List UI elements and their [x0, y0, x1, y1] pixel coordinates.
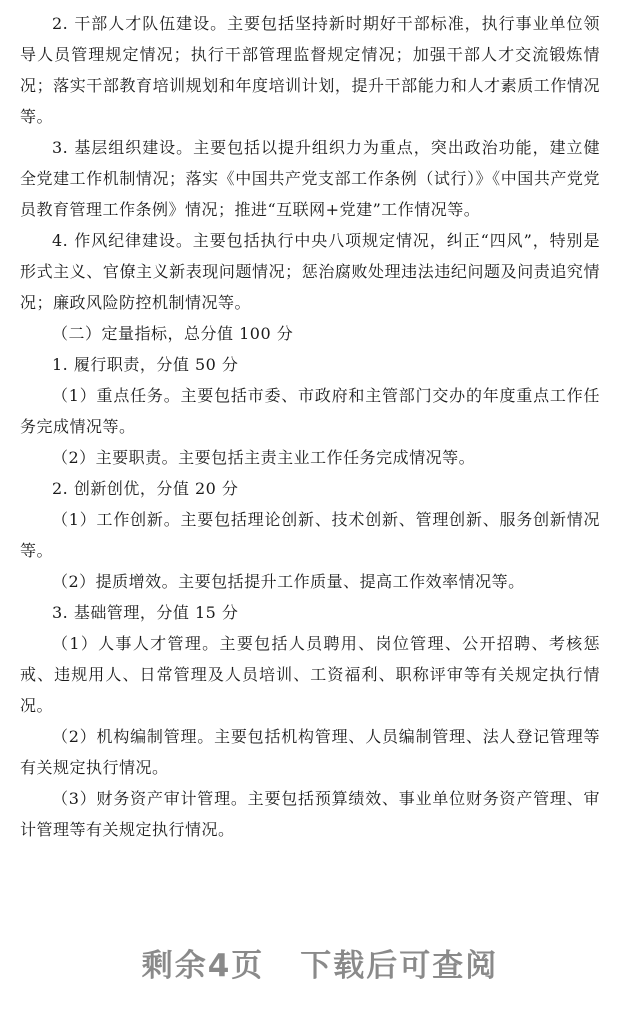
remaining-pages-label[interactable]: 剩余4页	[141, 948, 265, 984]
download-prompt[interactable]	[0, 940, 640, 985]
download-to-view-link[interactable]: 下载后可查阅	[300, 948, 499, 984]
heading-basic-management: 3. 基础管理，分值 15 分	[52, 603, 239, 622]
paragraph-organization: （2）机构编制管理。主要包括机构管理、人员编制管理、法人登记管理等有关规定执行情况。	[20, 727, 600, 777]
paragraph-key-tasks: （1）重点任务。主要包括市委、市政府和主管部门交办的年度重点工作任务完成情况等。	[20, 386, 600, 436]
paragraph-work-innovation: （1）工作创新。主要包括理论创新、技术创新、管理创新、服务创新情况等。	[20, 510, 600, 560]
paragraph-grassroots-org: 3. 基层组织建设。主要包括以提升组织力为重点，突出政治功能，建立健全党建工作机制情况；落实《中国共产党支部工作条例（试行）》《中国共产党党员教育管理工作条例》情况；推进“互联网+党建”工作情况等。	[20, 138, 600, 219]
paragraph-work-style: 4. 作风纪律建设。主要包括执行中央八项规定情况，纠正“四风”，特别是形式主义、官僚主义新表现问题情况；惩治腐败处理违法违纪问题及问责追究情况；廉政风险防控机制情况等。	[20, 231, 600, 312]
heading-innovation: 2. 创新创优，分值 20 分	[52, 479, 239, 498]
heading-quantitative: （二）定量指标，总分值 100 分	[52, 324, 294, 343]
paragraph-main-duties: （2）主要职责。主要包括主责主业工作任务完成情况等。	[52, 448, 476, 467]
paragraph-finance-audit: （3）财务资产审计管理。主要包括预算绩效、事业单位财务资产管理、审计管理等有关规定执行情况。	[20, 789, 600, 839]
paragraph-personnel: （1）人事人才管理。主要包括人员聘用、岗位管理、公开招聘、考核惩戒、违规用人、日常管理及人员培训、工资福利、职称评审等有关规定执行情况。	[20, 634, 600, 715]
document-body	[20, 8, 600, 845]
paragraph-cadre-talent: 2. 干部人才队伍建设。主要包括坚持新时期好干部标准，执行事业单位领导人员管理规定情况；执行干部管理监督规定情况；加强干部人才交流锻炼情况；落实干部教育培训规划和年度培训计划，提升干部能力和人才素质工作情况等。	[20, 14, 600, 126]
heading-duties: 1. 履行职责，分值 50 分	[52, 355, 239, 374]
paragraph-efficiency: （2）提质增效。主要包括提升工作质量、提高工作效率情况等。	[52, 572, 525, 591]
